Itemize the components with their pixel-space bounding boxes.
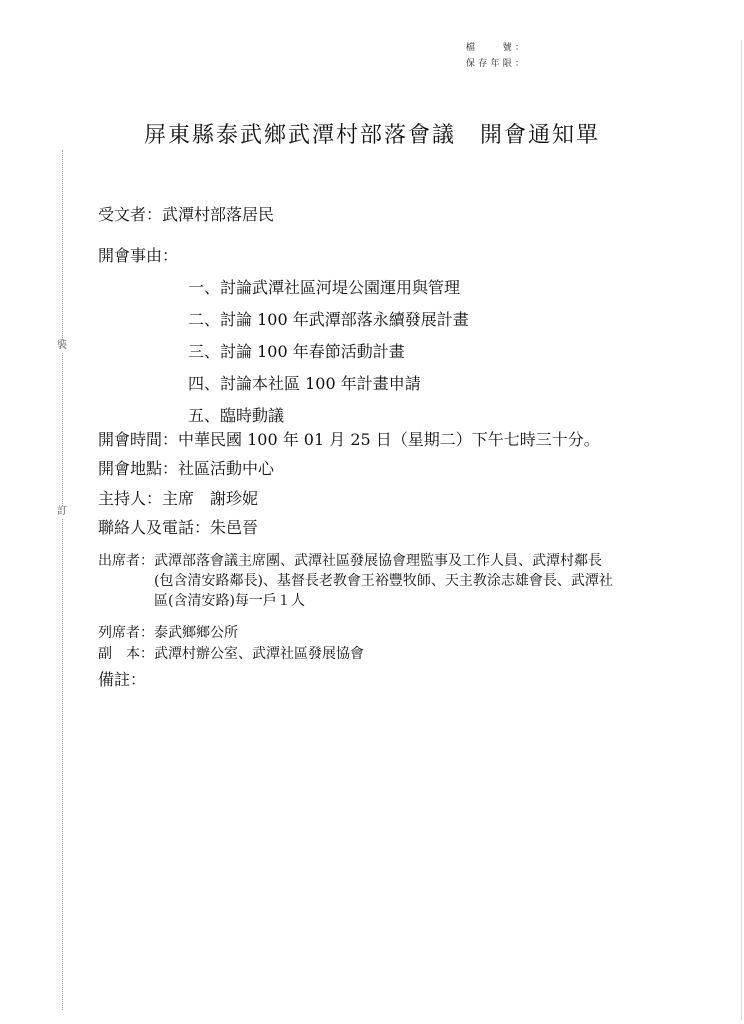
attendees (98, 551, 614, 611)
attendees-label: 出席者： (98, 553, 154, 569)
agenda-item: 三、討論 100 年春節活動計畫 (188, 342, 405, 361)
archive-info (466, 40, 524, 72)
meeting-time: 開會時間：中華民國 100 年 01 月 25 日（星期二）下午七時三十分。 (98, 430, 600, 449)
agenda-item: 五、臨時動議 (188, 406, 285, 425)
binding-mark-staple: 訂 (57, 506, 67, 517)
remarks: 備註： (98, 670, 147, 689)
recipient: 受文者：武潭村部落居民 (98, 205, 275, 224)
meeting-host: 主持人：主席 謝珍妮 (98, 489, 259, 508)
contact-person: 聯絡人及電話：朱邑晉 (98, 518, 259, 537)
page-title: 屏東縣泰武鄉武潭村部落會議 開會通知單 (143, 123, 600, 148)
purpose-label: 開會事由： (98, 246, 179, 265)
retention-label: 保存年限： (466, 59, 524, 69)
agenda-item: 二、討論 100 年武潭部落永續發展計畫 (188, 310, 469, 329)
meeting-place: 開會地點：社區活動中心 (98, 459, 275, 478)
attendees-text: 武潭部落會議主席團、武潭社區發展協會理監事及工作人員、武潭村鄰長(包含清安路鄰長)、基督長老教會王裕豐牧師、天主教涂志雄會長、武潭社區(含清安路)每一戶１人 (154, 553, 613, 609)
file-number-label: 檔 號： (466, 43, 524, 53)
binding-mark-bind: 裝 (57, 340, 67, 351)
observers: 列席者：泰武鄉鄉公所 (98, 625, 238, 641)
agenda-item: 四、討論本社區 100 年計畫申請 (188, 374, 421, 393)
binding-line (62, 150, 63, 1010)
agenda-item: 一、討論武潭社區河堤公園運用與管理 (188, 278, 461, 297)
agenda-list (188, 272, 469, 432)
page-edge (741, 40, 742, 1020)
copy-recipients: 副 本：武潭村辦公室、武潭社區發展協會 (98, 646, 364, 662)
